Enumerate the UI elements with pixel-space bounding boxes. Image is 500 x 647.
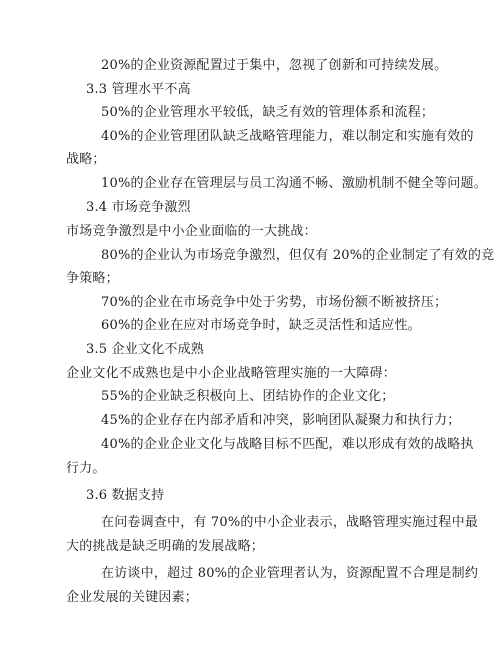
paragraph-line: 20%的企业资源配置过于集中，忽视了创新和可持续发展。 <box>101 58 448 73</box>
paragraph-line: 在访谈中，超过 80%的企业管理者认为，资源配置不合理是制约 <box>101 566 479 581</box>
paragraph-line: 战略； <box>66 152 106 167</box>
paragraph-line: 40%的企业企业文化与战略目标不匹配，难以形成有效的战略执 <box>101 437 474 452</box>
paragraph-line: 行力。 <box>66 461 106 476</box>
paragraph-line: 争策略； <box>66 271 119 286</box>
paragraph-line: 80%的企业认为市场竞争激烈，但仅有 20%的企业制定了有效的竞 <box>101 248 495 263</box>
paragraph-line: 70%的企业在市场竞争中处于劣势，市场份额不断被挤压； <box>101 295 448 310</box>
section-heading: 3.5 企业文化不成熟 <box>86 342 205 357</box>
section-heading: 3.3 管理水平不高 <box>86 82 191 97</box>
section-heading: 3.4 市场竞争激烈 <box>86 200 191 215</box>
paragraph-line: 60%的企业在应对市场竞争时，缺乏灵活性和适应性。 <box>101 318 421 333</box>
paragraph-line: 55%的企业缺乏积极向上、团结协作的企业文化； <box>101 389 395 404</box>
paragraph-line: 45%的企业存在内部矛盾和冲突，影响团队凝聚力和执行力； <box>101 413 461 428</box>
paragraph-line: 大的挑战是缺乏明确的发展战略； <box>66 539 265 554</box>
paragraph-line: 40%的企业管理团队缺乏战略管理能力，难以制定和实施有效的 <box>101 129 474 144</box>
paragraph-line: 企业发展的关键因素； <box>66 590 199 605</box>
paragraph-line: 企业文化不成熟也是中小企业战略管理实施的一大障碍： <box>66 366 397 381</box>
paragraph-line: 50%的企业管理水平较低，缺乏有效的管理体系和流程； <box>101 105 435 120</box>
paragraph-line: 在问卷调查中，有 70%的中小企业表示，战略管理实施过程中最 <box>101 515 479 530</box>
section-heading: 3.6 数据支持 <box>86 488 165 503</box>
paragraph-line: 10%的企业存在管理层与员工沟通不畅、激励机制不健全等问题。 <box>101 176 487 191</box>
paragraph-line: 市场竞争激烈是中小企业面临的一大挑战： <box>66 224 317 239</box>
